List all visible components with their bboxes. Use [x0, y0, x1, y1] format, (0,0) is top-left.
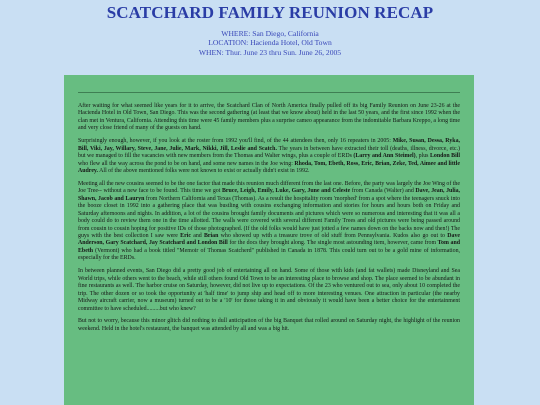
event-details	[0, 29, 540, 57]
paragraph-text: and	[190, 233, 204, 240]
article-paragraph	[78, 181, 460, 263]
divider	[78, 92, 460, 93]
paragraph-text: The years in between have extracted their toll (deaths, illness, divorce, etc.) but we managed to fill the vacancies with new members from the Thomas and Walter wings, plus a couple of ERDs	[78, 145, 460, 160]
paragraph-text: After waiting for what seemed like years for it to arrive, the Scatchard Clan of North America finally pulled off its big Family Reunion on June 23-26 at the Hacienda Hotel in Old Town, San Diego. This was the second gathering (at least that we know about) held in the last 50 years, and the first since 1992 when the clan met in Ventura, California. Attending this time were 45 family members plus a surprise cameo appearance from the indomitable Barbara Kreppo, a long time and very close friend of many of the guests on hand.	[78, 103, 460, 132]
bold-names: Mike, Susan, Dessa, Ryka, Bill, Viki, Jay, Willary, Steve, Jane, Julie, Mark, Nikki, Jill, Leslie and Scatch.	[78, 138, 460, 152]
paragraph-text: who flew all the way across the pond to be on hand, and some new names in the Joe wing:	[78, 160, 295, 167]
paragraph-text: who showed up with a treasure trove of old stuff from Pennsylvania. Kudos also go out to	[218, 233, 448, 240]
paragraph-text: for the docs they brought along. The single most astounding item, however, came from	[227, 240, 438, 247]
bold-names: Bruce, Leigh, Emily, Luke, Gary, June and Celeste	[221, 188, 351, 195]
article-panel	[64, 75, 474, 405]
bold-names: London Bill	[429, 153, 460, 160]
article-paragraph	[78, 318, 460, 333]
paragraph-text: from Canada (Walter) and	[350, 188, 416, 195]
paragraph-text: from Northern California and Texas (Thomas). As a result the hospitality room 'morphed' from a spot where the teenagers snuck into the booze closet in 1992 into a gathering place that was bustling with cousins exchanging information and stories for hours and hours both on Friday and Saturday afternoons and nights. In addition, a lot of the cousins brought family documents and pictures which were so numerous and interesting that it was all a body could do to review them one in the time allotted. The walls were covered with several different Family Trees and old pictures were being passed around from cousin to cousin hoping for positive IDs of those photographed. (If the old folks would have just jotted a few names down on the backs now and then!) The guys with the best collection I saw were	[78, 195, 460, 240]
paragraph-text: Meeting all the new cousins seemed to be the one factor that made this reunion much different from the last one. Before, the party was largely the Joe Wing of the Joe Tree-- without a new face to be found. This time we got	[78, 180, 460, 195]
event-location: LOCATION: Hacienda Hotel, Old Town	[208, 38, 332, 48]
article-paragraph	[78, 268, 460, 313]
paragraph-text: All of the above mentioned folks were not known to exist or actually didn't exist in 1992.	[98, 168, 310, 175]
page-title: SCATCHARD FAMILY REUNION RECAP	[106, 3, 434, 22]
paragraph-text: (Vermont) who had a book titled "Memoir of Thomas Scatcherd" published in Canada in 1878. This could turn out to be a gold mine of information, especially for the ERDs.	[78, 247, 460, 262]
bold-names: (Larry and Ann Steimel)	[353, 153, 416, 160]
bold-names: Tom and Ebeth	[78, 240, 460, 254]
paragraph-text: , plus	[415, 153, 430, 160]
article-body	[78, 103, 460, 333]
article-paragraph	[78, 103, 460, 133]
bold-names: Dave Anderson, Gary Scatchard, Jay Scatchard and London Bill	[78, 233, 461, 247]
article-paragraph	[78, 138, 460, 175]
bold-names: Eric	[180, 233, 191, 240]
paragraph-text: But not to worry, because this minor glitch did nothing to dull anticipation of the big Banquet that rolled around on Saturday night, the highlight of the reunion weekend. Held in the hotel's restaurant, the banquet was attended by all and was a big hit.	[78, 318, 460, 332]
event-where: WHERE: San Diego, California	[221, 29, 319, 38]
bold-names: Dave, Jean, Julia, Shawn, Jacob and Lauryn	[78, 188, 461, 202]
bold-names: Rhoda, Tom, Ebeth, Ross, Eric, Brian, Zeke, Ted, Aimee and little Audrey.	[78, 160, 460, 175]
bold-names: Brian	[203, 233, 219, 240]
paragraph-text: Surprisingly enough, however, if you look at the roster from 1992 you'll find, of the 44 attendees then, only 16 repeaters in 2005:	[78, 138, 393, 145]
paragraph-text: In between planned events, San Diego did a pretty good job of entertaining all on hand. Some of those with kids (and fat wallets) made Disneyland and Sea World trips, while others went to the beach, while still others found Old Town to be an interesting place to browse and shop. The place seemed to be abundant in fine restaurants as well. The harbor cruise on Saturday, however, did not live up to expectations. Of the 23 who ventured out to sea, only about 10 completed the trip. The other dozen or so took the opportunity at 'half time' to jump ship and head off to more interesting venues. One attraction in particular (the nearby Midway aircraft carrier, now a museum) turned out to be a '10' for those taking it in and obviously it would have been a better choice for the entertainment committee to have scheduled.........but who knew?	[78, 268, 460, 312]
event-when: WHEN: Thur. June 23 thru Sun. June 26, 2005	[198, 47, 342, 57]
